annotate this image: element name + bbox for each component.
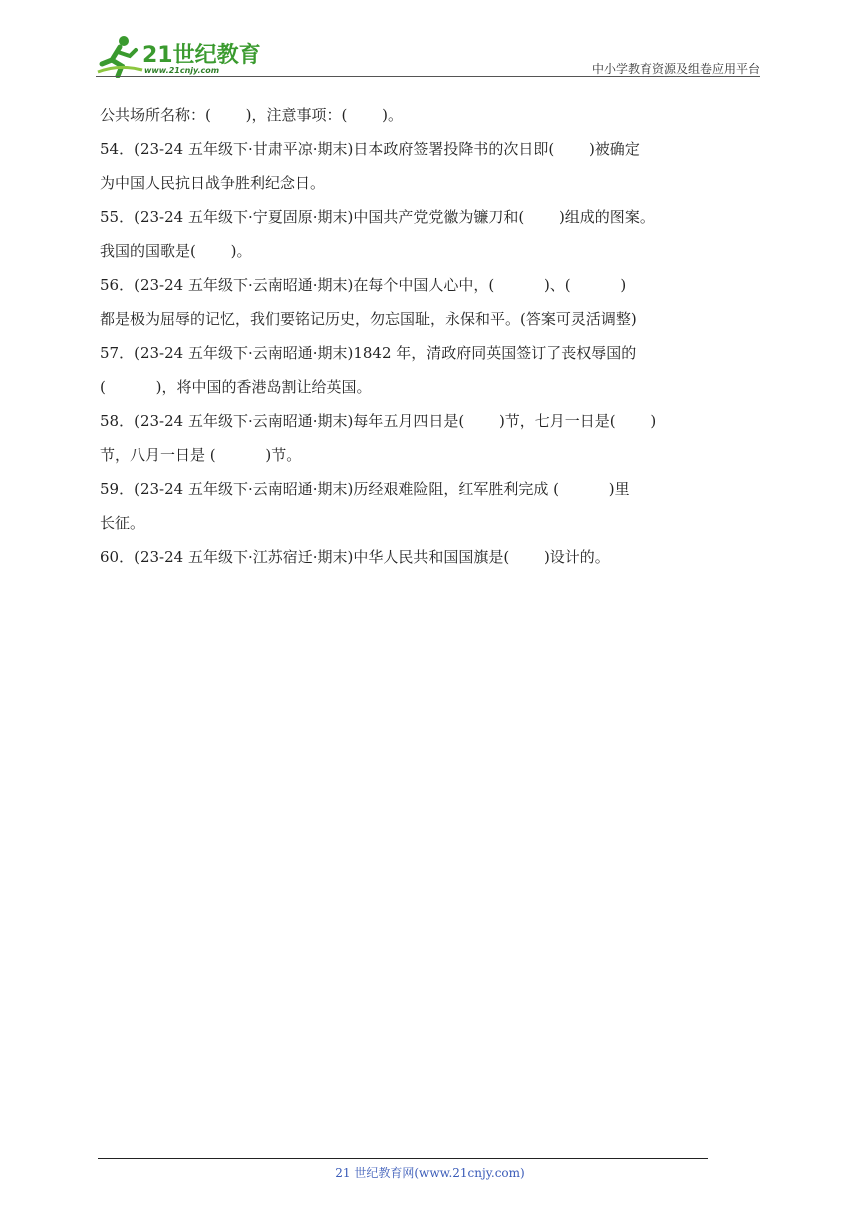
logo-text: 21世纪教育 — [142, 43, 261, 68]
text-line: 公共场所名称：( )，注意事项：( )。 — [100, 106, 403, 124]
runner-icon — [96, 34, 144, 78]
header-tagline: 中小学教育资源及组卷应用平台 — [591, 62, 760, 76]
text-line: 59．(23-24 五年级下·云南昭通·期末)历经艰难险阻，红军胜利完成 ( )里 — [100, 480, 630, 498]
text-line: 为中国人民抗日战争胜利纪念日。 — [100, 174, 326, 192]
footer-link[interactable]: 21 世纪教育网(www.21cnjy.com) — [335, 1166, 525, 1180]
text-line: 55．(23-24 五年级下·宁夏固原·期末)中国共产党党徽为镰刀和( )组成的图案。 — [100, 208, 655, 226]
text-line: 58．(23-24 五年级下·云南昭通·期末)每年五月四日是( )节，七月一日是( ) — [100, 412, 657, 430]
header-divider — [96, 76, 760, 77]
site-logo[interactable] — [96, 34, 266, 78]
page-header — [96, 30, 760, 78]
logo-url: www.21cnjy.com — [144, 66, 220, 75]
text-line: 57．(23-24 五年级下·云南昭通·期末)1842 年，清政府同英国签订了丧权辱国的 — [100, 344, 637, 362]
text-line: ( )，将中国的香港岛割让给英国。 — [100, 378, 372, 396]
text-line: 我国的国歌是( )。 — [100, 242, 252, 260]
text-line: 都是极为屈辱的记忆，我们要铭记历史，勿忘国耻，永保和平。(答案可灵活调整) — [100, 310, 637, 328]
footer-divider — [98, 1158, 708, 1159]
text-line: 56．(23-24 五年级下·云南昭通·期末)在每个中国人心中，( )、( ) — [100, 276, 627, 294]
text-line: 长征。 — [100, 514, 146, 532]
text-line: 54．(23-24 五年级下·甘肃平凉·期末)日本政府签署投降书的次日即( )被确定 — [100, 140, 640, 158]
question-list — [100, 102, 764, 578]
text-line: 60．(23-24 五年级下·江苏宿迁·期末)中华人民共和国国旗是( )设计的。 — [100, 548, 610, 566]
text-line: 节，八月一日是 ( )节。 — [100, 446, 302, 464]
